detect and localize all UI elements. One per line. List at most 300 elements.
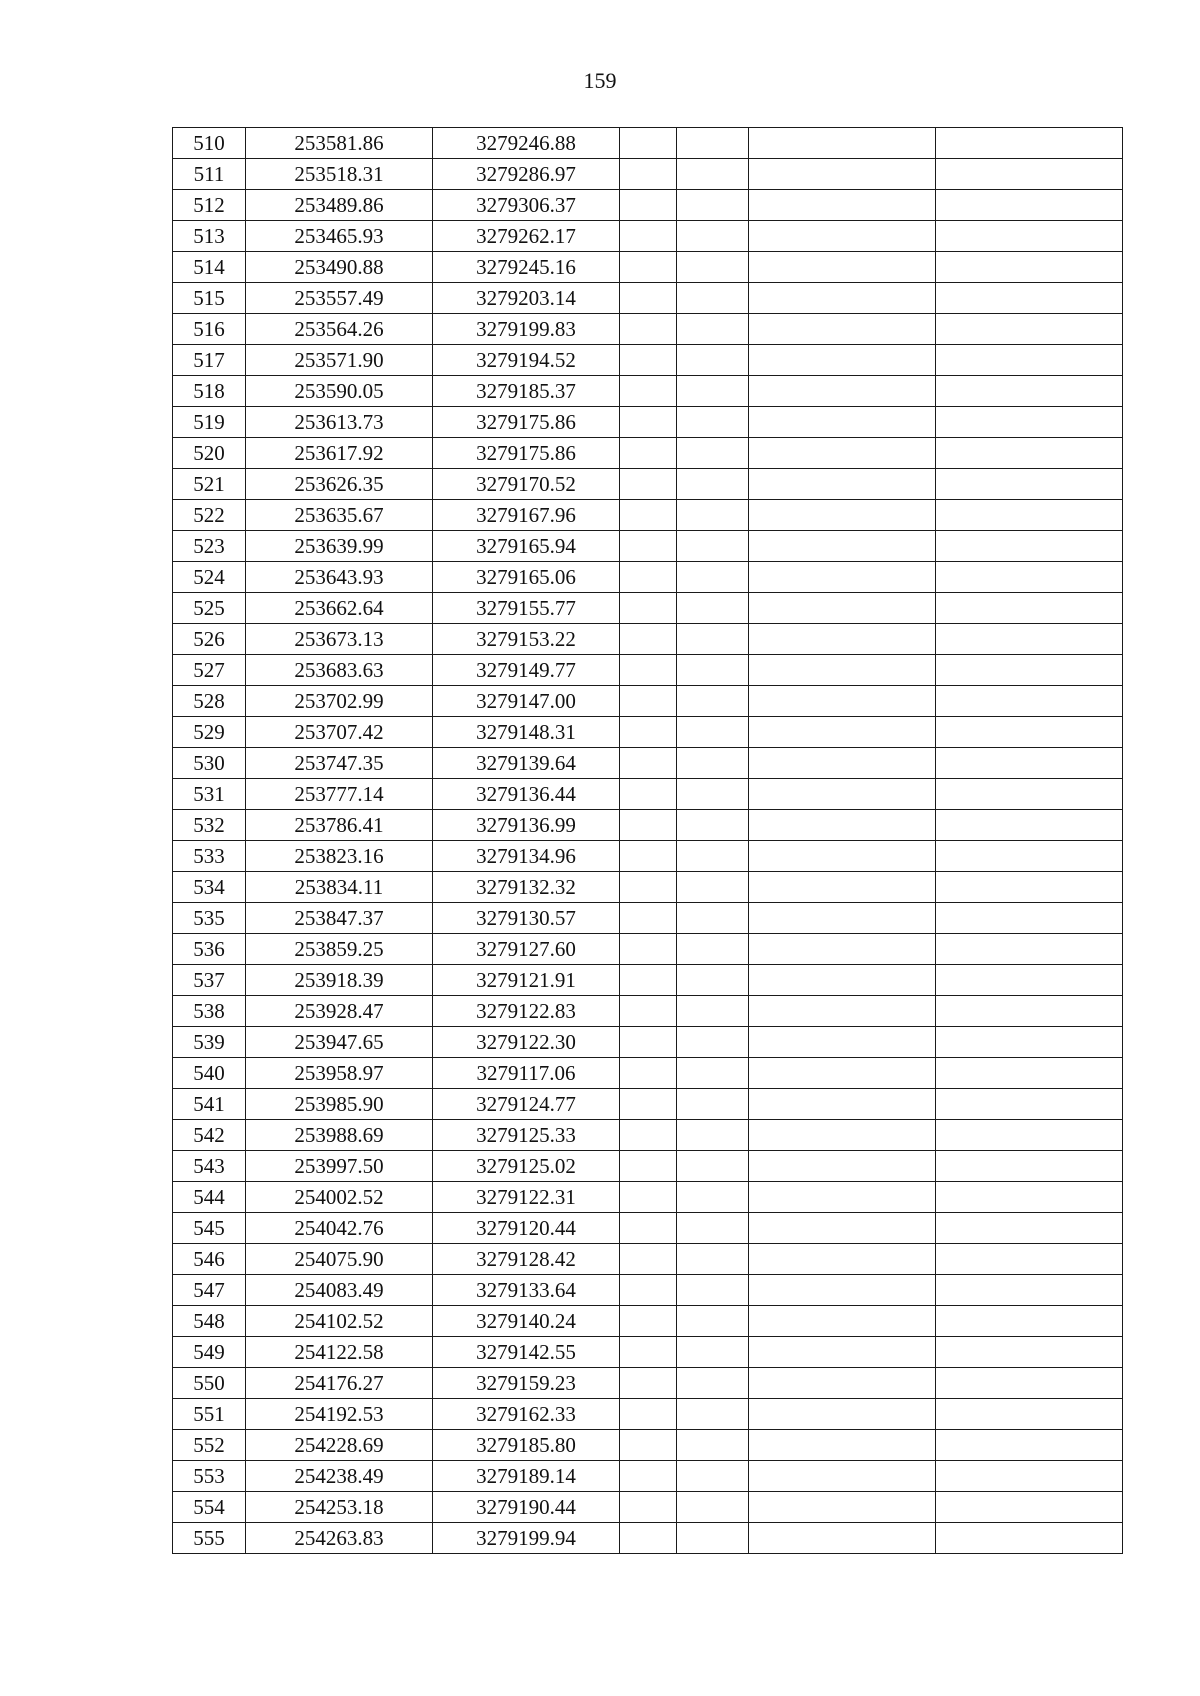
empty-cell bbox=[936, 593, 1123, 624]
empty-cell bbox=[936, 469, 1123, 500]
empty-cell bbox=[749, 531, 936, 562]
table-row bbox=[173, 1306, 1123, 1337]
table-row bbox=[173, 1430, 1123, 1461]
empty-cell bbox=[936, 159, 1123, 190]
empty-cell bbox=[620, 1337, 677, 1368]
empty-cell bbox=[749, 1058, 936, 1089]
empty-cell bbox=[620, 717, 677, 748]
point-number-cell: 511 bbox=[173, 159, 246, 190]
empty-cell bbox=[936, 221, 1123, 252]
empty-cell bbox=[620, 872, 677, 903]
empty-cell bbox=[936, 1337, 1123, 1368]
table-row bbox=[173, 1275, 1123, 1306]
empty-cell bbox=[749, 1244, 936, 1275]
empty-cell bbox=[936, 1213, 1123, 1244]
point-number-cell: 526 bbox=[173, 624, 246, 655]
empty-cell bbox=[749, 128, 936, 159]
empty-cell bbox=[936, 717, 1123, 748]
empty-cell bbox=[620, 376, 677, 407]
table-row bbox=[173, 314, 1123, 345]
y-coordinate-cell: 3279125.02 bbox=[433, 1151, 620, 1182]
point-number-cell: 519 bbox=[173, 407, 246, 438]
x-coordinate-cell: 254192.53 bbox=[246, 1399, 433, 1430]
x-coordinate-cell: 254253.18 bbox=[246, 1492, 433, 1523]
y-coordinate-cell: 3279133.64 bbox=[433, 1275, 620, 1306]
table-row bbox=[173, 903, 1123, 934]
empty-cell bbox=[620, 345, 677, 376]
empty-cell bbox=[677, 190, 749, 221]
empty-cell bbox=[677, 965, 749, 996]
empty-cell bbox=[677, 407, 749, 438]
empty-cell bbox=[677, 655, 749, 686]
empty-cell bbox=[677, 810, 749, 841]
empty-cell bbox=[677, 748, 749, 779]
point-number-cell: 541 bbox=[173, 1089, 246, 1120]
table-row bbox=[173, 562, 1123, 593]
empty-cell bbox=[936, 1151, 1123, 1182]
empty-cell bbox=[749, 655, 936, 686]
point-number-cell: 549 bbox=[173, 1337, 246, 1368]
table-row bbox=[173, 531, 1123, 562]
x-coordinate-cell: 253947.65 bbox=[246, 1027, 433, 1058]
empty-cell bbox=[749, 1306, 936, 1337]
empty-cell bbox=[620, 810, 677, 841]
point-number-cell: 535 bbox=[173, 903, 246, 934]
empty-cell bbox=[620, 1306, 677, 1337]
point-number-cell: 517 bbox=[173, 345, 246, 376]
empty-cell bbox=[677, 841, 749, 872]
point-number-cell: 537 bbox=[173, 965, 246, 996]
x-coordinate-cell: 253518.31 bbox=[246, 159, 433, 190]
x-coordinate-cell: 253985.90 bbox=[246, 1089, 433, 1120]
table-row bbox=[173, 934, 1123, 965]
empty-cell bbox=[677, 1399, 749, 1430]
y-coordinate-cell: 3279130.57 bbox=[433, 903, 620, 934]
empty-cell bbox=[749, 1461, 936, 1492]
x-coordinate-cell: 253490.88 bbox=[246, 252, 433, 283]
point-number-cell: 529 bbox=[173, 717, 246, 748]
table-row bbox=[173, 717, 1123, 748]
point-number-cell: 527 bbox=[173, 655, 246, 686]
y-coordinate-cell: 3279194.52 bbox=[433, 345, 620, 376]
point-number-cell: 525 bbox=[173, 593, 246, 624]
coordinates-table-body bbox=[173, 128, 1123, 1554]
empty-cell bbox=[620, 469, 677, 500]
empty-cell bbox=[936, 345, 1123, 376]
x-coordinate-cell: 254042.76 bbox=[246, 1213, 433, 1244]
empty-cell bbox=[620, 1399, 677, 1430]
empty-cell bbox=[620, 1244, 677, 1275]
empty-cell bbox=[749, 469, 936, 500]
empty-cell bbox=[677, 314, 749, 345]
y-coordinate-cell: 3279121.91 bbox=[433, 965, 620, 996]
point-number-cell: 524 bbox=[173, 562, 246, 593]
empty-cell bbox=[677, 1213, 749, 1244]
point-number-cell: 538 bbox=[173, 996, 246, 1027]
empty-cell bbox=[936, 1368, 1123, 1399]
empty-cell bbox=[620, 500, 677, 531]
y-coordinate-cell: 3279170.52 bbox=[433, 469, 620, 500]
empty-cell bbox=[677, 996, 749, 1027]
table-row bbox=[173, 1523, 1123, 1554]
table-row bbox=[173, 872, 1123, 903]
empty-cell bbox=[677, 779, 749, 810]
y-coordinate-cell: 3279185.80 bbox=[433, 1430, 620, 1461]
empty-cell bbox=[936, 1430, 1123, 1461]
empty-cell bbox=[620, 562, 677, 593]
x-coordinate-cell: 253643.93 bbox=[246, 562, 433, 593]
point-number-cell: 513 bbox=[173, 221, 246, 252]
coordinates-table bbox=[172, 127, 1123, 1554]
empty-cell bbox=[620, 748, 677, 779]
y-coordinate-cell: 3279175.86 bbox=[433, 407, 620, 438]
empty-cell bbox=[936, 655, 1123, 686]
empty-cell bbox=[749, 190, 936, 221]
y-coordinate-cell: 3279140.24 bbox=[433, 1306, 620, 1337]
empty-cell bbox=[749, 1337, 936, 1368]
page-number: 159 bbox=[583, 68, 617, 93]
empty-cell bbox=[620, 283, 677, 314]
empty-cell bbox=[749, 1399, 936, 1430]
point-number-cell: 545 bbox=[173, 1213, 246, 1244]
y-coordinate-cell: 3279136.99 bbox=[433, 810, 620, 841]
table-row bbox=[173, 748, 1123, 779]
y-coordinate-cell: 3279148.31 bbox=[433, 717, 620, 748]
table-row bbox=[173, 159, 1123, 190]
empty-cell bbox=[936, 841, 1123, 872]
empty-cell bbox=[936, 1120, 1123, 1151]
point-number-cell: 554 bbox=[173, 1492, 246, 1523]
point-number-cell: 528 bbox=[173, 686, 246, 717]
empty-cell bbox=[749, 283, 936, 314]
empty-cell bbox=[749, 221, 936, 252]
empty-cell bbox=[936, 190, 1123, 221]
empty-cell bbox=[749, 934, 936, 965]
empty-cell bbox=[749, 593, 936, 624]
empty-cell bbox=[677, 1244, 749, 1275]
empty-cell bbox=[677, 500, 749, 531]
y-coordinate-cell: 3279159.23 bbox=[433, 1368, 620, 1399]
empty-cell bbox=[677, 686, 749, 717]
y-coordinate-cell: 3279149.77 bbox=[433, 655, 620, 686]
empty-cell bbox=[620, 407, 677, 438]
empty-cell bbox=[677, 593, 749, 624]
y-coordinate-cell: 3279165.06 bbox=[433, 562, 620, 593]
empty-cell bbox=[936, 376, 1123, 407]
table-row bbox=[173, 469, 1123, 500]
x-coordinate-cell: 253928.47 bbox=[246, 996, 433, 1027]
x-coordinate-cell: 253823.16 bbox=[246, 841, 433, 872]
table-row bbox=[173, 965, 1123, 996]
empty-cell bbox=[749, 376, 936, 407]
empty-cell bbox=[749, 965, 936, 996]
table-row bbox=[173, 1492, 1123, 1523]
empty-cell bbox=[620, 159, 677, 190]
point-number-cell: 523 bbox=[173, 531, 246, 562]
empty-cell bbox=[620, 655, 677, 686]
y-coordinate-cell: 3279190.44 bbox=[433, 1492, 620, 1523]
x-coordinate-cell: 253918.39 bbox=[246, 965, 433, 996]
empty-cell bbox=[936, 1306, 1123, 1337]
point-number-cell: 553 bbox=[173, 1461, 246, 1492]
table-row bbox=[173, 190, 1123, 221]
x-coordinate-cell: 253958.97 bbox=[246, 1058, 433, 1089]
empty-cell bbox=[936, 996, 1123, 1027]
empty-cell bbox=[620, 314, 677, 345]
empty-cell bbox=[936, 1399, 1123, 1430]
x-coordinate-cell: 253988.69 bbox=[246, 1120, 433, 1151]
empty-cell bbox=[936, 407, 1123, 438]
x-coordinate-cell: 254238.49 bbox=[246, 1461, 433, 1492]
empty-cell bbox=[749, 717, 936, 748]
empty-cell bbox=[749, 779, 936, 810]
y-coordinate-cell: 3279306.37 bbox=[433, 190, 620, 221]
y-coordinate-cell: 3279165.94 bbox=[433, 531, 620, 562]
point-number-cell: 547 bbox=[173, 1275, 246, 1306]
table-row bbox=[173, 779, 1123, 810]
empty-cell bbox=[677, 376, 749, 407]
empty-cell bbox=[749, 1523, 936, 1554]
point-number-cell: 521 bbox=[173, 469, 246, 500]
x-coordinate-cell: 253613.73 bbox=[246, 407, 433, 438]
point-number-cell: 548 bbox=[173, 1306, 246, 1337]
empty-cell bbox=[936, 686, 1123, 717]
y-coordinate-cell: 3279262.17 bbox=[433, 221, 620, 252]
empty-cell bbox=[936, 314, 1123, 345]
x-coordinate-cell: 254002.52 bbox=[246, 1182, 433, 1213]
empty-cell bbox=[749, 841, 936, 872]
table-row bbox=[173, 283, 1123, 314]
point-number-cell: 520 bbox=[173, 438, 246, 469]
y-coordinate-cell: 3279167.96 bbox=[433, 500, 620, 531]
empty-cell bbox=[749, 748, 936, 779]
empty-cell bbox=[620, 221, 677, 252]
empty-cell bbox=[620, 1492, 677, 1523]
empty-cell bbox=[749, 345, 936, 376]
empty-cell bbox=[677, 1182, 749, 1213]
empty-cell bbox=[677, 283, 749, 314]
empty-cell bbox=[620, 1151, 677, 1182]
empty-cell bbox=[749, 562, 936, 593]
empty-cell bbox=[936, 1058, 1123, 1089]
empty-cell bbox=[936, 283, 1123, 314]
empty-cell bbox=[677, 1337, 749, 1368]
empty-cell bbox=[620, 996, 677, 1027]
empty-cell bbox=[620, 841, 677, 872]
empty-cell bbox=[620, 1461, 677, 1492]
point-number-cell: 516 bbox=[173, 314, 246, 345]
empty-cell bbox=[620, 1430, 677, 1461]
empty-cell bbox=[620, 1368, 677, 1399]
empty-cell bbox=[936, 562, 1123, 593]
x-coordinate-cell: 253626.35 bbox=[246, 469, 433, 500]
empty-cell bbox=[749, 314, 936, 345]
table-row bbox=[173, 1337, 1123, 1368]
point-number-cell: 522 bbox=[173, 500, 246, 531]
table-row bbox=[173, 500, 1123, 531]
empty-cell bbox=[749, 1275, 936, 1306]
empty-cell bbox=[936, 1523, 1123, 1554]
empty-cell bbox=[677, 1368, 749, 1399]
table-row bbox=[173, 1244, 1123, 1275]
x-coordinate-cell: 253707.42 bbox=[246, 717, 433, 748]
point-number-cell: 514 bbox=[173, 252, 246, 283]
empty-cell bbox=[749, 624, 936, 655]
empty-cell bbox=[620, 531, 677, 562]
empty-cell bbox=[677, 934, 749, 965]
empty-cell bbox=[749, 1492, 936, 1523]
table-row bbox=[173, 1120, 1123, 1151]
empty-cell bbox=[620, 1213, 677, 1244]
table-row bbox=[173, 686, 1123, 717]
x-coordinate-cell: 254176.27 bbox=[246, 1368, 433, 1399]
empty-cell bbox=[936, 872, 1123, 903]
empty-cell bbox=[936, 252, 1123, 283]
empty-cell bbox=[677, 438, 749, 469]
empty-cell bbox=[677, 562, 749, 593]
empty-cell bbox=[620, 128, 677, 159]
empty-cell bbox=[936, 1492, 1123, 1523]
empty-cell bbox=[936, 500, 1123, 531]
x-coordinate-cell: 254122.58 bbox=[246, 1337, 433, 1368]
empty-cell bbox=[749, 810, 936, 841]
empty-cell bbox=[677, 252, 749, 283]
point-number-cell: 518 bbox=[173, 376, 246, 407]
x-coordinate-cell: 254083.49 bbox=[246, 1275, 433, 1306]
point-number-cell: 531 bbox=[173, 779, 246, 810]
empty-cell bbox=[677, 345, 749, 376]
table-row bbox=[173, 810, 1123, 841]
table-row bbox=[173, 841, 1123, 872]
empty-cell bbox=[620, 1089, 677, 1120]
y-coordinate-cell: 3279246.88 bbox=[433, 128, 620, 159]
table-row bbox=[173, 376, 1123, 407]
x-coordinate-cell: 253673.13 bbox=[246, 624, 433, 655]
x-coordinate-cell: 253581.86 bbox=[246, 128, 433, 159]
empty-cell bbox=[936, 810, 1123, 841]
empty-cell bbox=[749, 500, 936, 531]
empty-cell bbox=[936, 438, 1123, 469]
point-number-cell: 552 bbox=[173, 1430, 246, 1461]
point-number-cell: 544 bbox=[173, 1182, 246, 1213]
empty-cell bbox=[677, 1120, 749, 1151]
empty-cell bbox=[677, 1089, 749, 1120]
empty-cell bbox=[936, 903, 1123, 934]
x-coordinate-cell: 253834.11 bbox=[246, 872, 433, 903]
y-coordinate-cell: 3279142.55 bbox=[433, 1337, 620, 1368]
x-coordinate-cell: 254263.83 bbox=[246, 1523, 433, 1554]
x-coordinate-cell: 253859.25 bbox=[246, 934, 433, 965]
empty-cell bbox=[749, 1182, 936, 1213]
y-coordinate-cell: 3279199.94 bbox=[433, 1523, 620, 1554]
empty-cell bbox=[936, 779, 1123, 810]
empty-cell bbox=[749, 1368, 936, 1399]
empty-cell bbox=[677, 128, 749, 159]
y-coordinate-cell: 3279155.77 bbox=[433, 593, 620, 624]
empty-cell bbox=[620, 779, 677, 810]
y-coordinate-cell: 3279125.33 bbox=[433, 1120, 620, 1151]
table-row bbox=[173, 1089, 1123, 1120]
x-coordinate-cell: 253557.49 bbox=[246, 283, 433, 314]
table-row bbox=[173, 221, 1123, 252]
empty-cell bbox=[677, 1492, 749, 1523]
x-coordinate-cell: 253639.99 bbox=[246, 531, 433, 562]
y-coordinate-cell: 3279153.22 bbox=[433, 624, 620, 655]
y-coordinate-cell: 3279127.60 bbox=[433, 934, 620, 965]
table-row bbox=[173, 1368, 1123, 1399]
empty-cell bbox=[936, 748, 1123, 779]
x-coordinate-cell: 253747.35 bbox=[246, 748, 433, 779]
empty-cell bbox=[620, 1027, 677, 1058]
empty-cell bbox=[936, 1182, 1123, 1213]
empty-cell bbox=[936, 965, 1123, 996]
y-coordinate-cell: 3279134.96 bbox=[433, 841, 620, 872]
empty-cell bbox=[677, 1523, 749, 1554]
x-coordinate-cell: 253564.26 bbox=[246, 314, 433, 345]
empty-cell bbox=[936, 128, 1123, 159]
point-number-cell: 539 bbox=[173, 1027, 246, 1058]
empty-cell bbox=[620, 903, 677, 934]
empty-cell bbox=[936, 1027, 1123, 1058]
table-row bbox=[173, 655, 1123, 686]
empty-cell bbox=[749, 407, 936, 438]
point-number-cell: 510 bbox=[173, 128, 246, 159]
y-coordinate-cell: 3279203.14 bbox=[433, 283, 620, 314]
x-coordinate-cell: 253465.93 bbox=[246, 221, 433, 252]
empty-cell bbox=[677, 872, 749, 903]
empty-cell bbox=[677, 221, 749, 252]
empty-cell bbox=[677, 717, 749, 748]
table-row bbox=[173, 1399, 1123, 1430]
empty-cell bbox=[936, 1244, 1123, 1275]
x-coordinate-cell: 253702.99 bbox=[246, 686, 433, 717]
y-coordinate-cell: 3279245.16 bbox=[433, 252, 620, 283]
empty-cell bbox=[620, 593, 677, 624]
y-coordinate-cell: 3279124.77 bbox=[433, 1089, 620, 1120]
empty-cell bbox=[677, 1151, 749, 1182]
empty-cell bbox=[936, 1461, 1123, 1492]
point-number-cell: 512 bbox=[173, 190, 246, 221]
empty-cell bbox=[677, 531, 749, 562]
table-row bbox=[173, 438, 1123, 469]
empty-cell bbox=[620, 686, 677, 717]
table-row bbox=[173, 1461, 1123, 1492]
empty-cell bbox=[936, 1089, 1123, 1120]
empty-cell bbox=[620, 1523, 677, 1554]
empty-cell bbox=[749, 438, 936, 469]
empty-cell bbox=[677, 1461, 749, 1492]
y-coordinate-cell: 3279199.83 bbox=[433, 314, 620, 345]
empty-cell bbox=[620, 1120, 677, 1151]
point-number-cell: 533 bbox=[173, 841, 246, 872]
point-number-cell: 532 bbox=[173, 810, 246, 841]
point-number-cell: 555 bbox=[173, 1523, 246, 1554]
empty-cell bbox=[620, 438, 677, 469]
table-row bbox=[173, 1213, 1123, 1244]
table-row bbox=[173, 345, 1123, 376]
x-coordinate-cell: 253662.64 bbox=[246, 593, 433, 624]
x-coordinate-cell: 253635.67 bbox=[246, 500, 433, 531]
empty-cell bbox=[936, 531, 1123, 562]
y-coordinate-cell: 3279147.00 bbox=[433, 686, 620, 717]
empty-cell bbox=[749, 1027, 936, 1058]
empty-cell bbox=[749, 903, 936, 934]
empty-cell bbox=[620, 624, 677, 655]
table-row bbox=[173, 624, 1123, 655]
empty-cell bbox=[620, 252, 677, 283]
x-coordinate-cell: 253847.37 bbox=[246, 903, 433, 934]
table-row bbox=[173, 1058, 1123, 1089]
